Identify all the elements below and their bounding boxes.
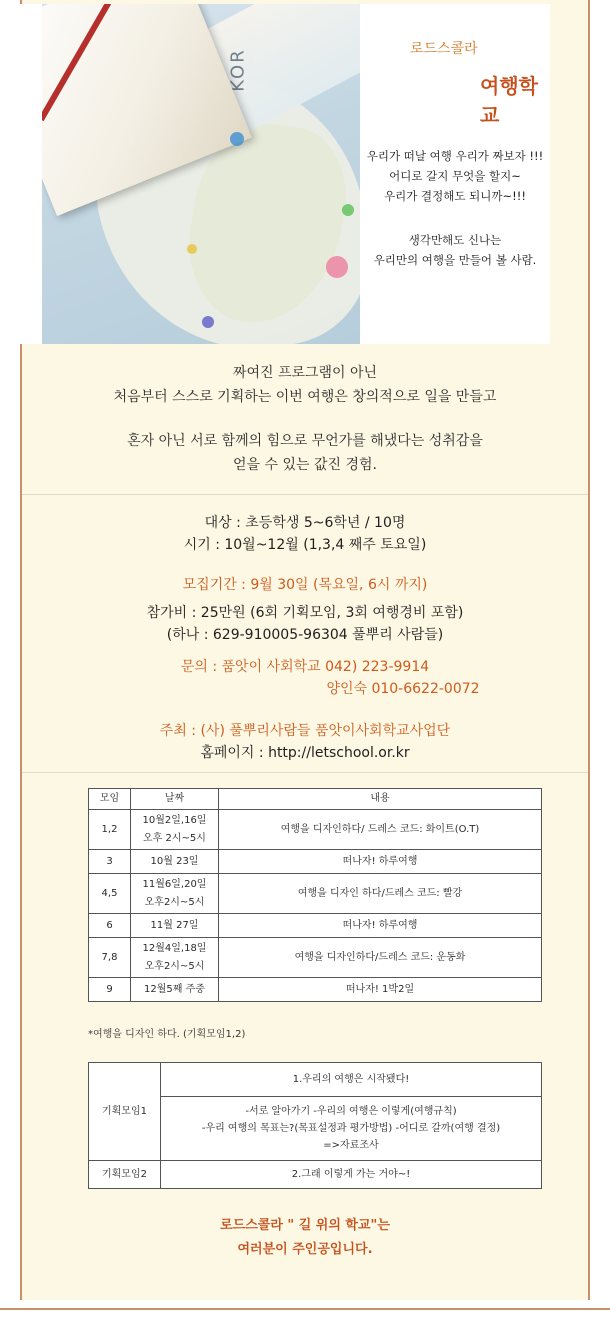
table-row <box>89 978 542 1002</box>
section-divider-2 <box>22 772 588 773</box>
plan-detail-line-1: -서로 알아가기 -우리의 여행은 이렇게(여행규칙) <box>245 1106 457 1117</box>
hero-line-2: 어디로 갈지 무엇을 할지~ <box>389 169 521 183</box>
footer-line-1: 로드스콜라 " 길 위의 학교"는 <box>220 1218 390 1233</box>
table-row <box>89 914 542 938</box>
cell-date: 11월 27일 <box>131 914 219 938</box>
plan-title-1: 1.우리의 여행은 시작됐다! <box>161 1063 542 1097</box>
plan-note: *여행을 디자인 하다. (기획모임1,2) <box>88 1029 246 1040</box>
cell-meet: 3 <box>89 850 131 874</box>
cell-content: 떠나자! 하루여행 <box>219 850 542 874</box>
cell-meet: 9 <box>89 978 131 1002</box>
cell-content: 떠나자! 하루여행 <box>219 914 542 938</box>
table-row <box>89 874 542 914</box>
cell-meet: 4,5 <box>89 874 131 914</box>
plan-table <box>88 1062 542 1189</box>
cell-date-time: 오후 2시~5시 <box>143 832 206 844</box>
cell-date-time: 오후2시~5시 <box>144 896 205 908</box>
cell-date <box>131 810 219 850</box>
info-target: 대상 : 초등학생 5~6학년 / 10명 <box>204 515 406 531</box>
hero-line-3: 우리가 결정해도 되니까~!!! <box>384 189 526 203</box>
schedule-table <box>88 788 542 1002</box>
cell-date: 12월5째 주중 <box>131 978 219 1002</box>
hero-line-4: 생각만해도 신나는 <box>408 233 502 247</box>
plan-detail-line-2: -우리 여행의 목표는?(목표설정과 평가방법) -어디로 갈까(여행 결정) <box>201 1123 501 1134</box>
info-fee: 참가비 : 25만원 (6회 기획모임, 3회 여행경비 포함) <box>146 605 464 621</box>
brand-title: 여행학교 <box>480 74 538 127</box>
col-header-content: 내용 <box>219 789 542 810</box>
cell-date-time: 오후2시~5시 <box>144 960 205 972</box>
poster-text: KOR <box>227 48 249 92</box>
cell-date-day: 11월6일,20일 <box>142 878 207 890</box>
section-divider <box>22 494 588 495</box>
map-photo <box>42 4 360 344</box>
cell-content: 여행을 디자인 하다/드레스 코드: 빨강 <box>219 874 542 914</box>
plan-label-2: 기획모임2 <box>89 1161 161 1189</box>
brand-name: 로드스콜라 <box>410 41 478 57</box>
plan-title-2: 2.그래 이렇게 가는 거야~! <box>161 1161 542 1189</box>
table-row <box>89 938 542 978</box>
table-header-row <box>89 789 542 810</box>
cell-meet: 7,8 <box>89 938 131 978</box>
hero-text-panel <box>360 4 550 344</box>
cell-date-day: 12월4일,18일 <box>142 942 207 954</box>
intro-line-1: 짜여진 프로그램이 아닌 <box>232 365 378 381</box>
cell-date <box>131 938 219 978</box>
plan-detail-1 <box>161 1097 542 1161</box>
table-row <box>89 850 542 874</box>
plan-label-1: 기획모임1 <box>89 1063 161 1161</box>
info-contact-1: 문의 : 품앗이 사회학교 042) 223-9914 <box>180 659 430 675</box>
map-pin-pink <box>326 256 348 278</box>
table-row <box>89 1161 542 1189</box>
info-contact-2: 양인숙 010-6622-0072 <box>326 681 480 697</box>
intro-line-3: 혼자 아닌 서로 함께의 힘으로 무언가를 해냈다는 성취감을 <box>127 433 483 449</box>
col-header-date: 날짜 <box>131 789 219 810</box>
info-recruit: 모집기간 : 9월 30일 (목요일, 6시 까지) <box>182 577 428 593</box>
book-ribbon <box>42 4 144 121</box>
cell-date <box>131 874 219 914</box>
info-host: 주최 : (사) 풀뿌리사람들 품앗이사회학교사업단 <box>159 723 451 739</box>
map-pin-purple <box>202 316 214 328</box>
table-row <box>89 810 542 850</box>
hero-line-1: 우리가 떠날 여행 우리가 짜보자 !!! <box>366 149 544 163</box>
cell-meet: 1,2 <box>89 810 131 850</box>
plan-detail-line-3: =>자료조사 <box>323 1140 379 1151</box>
map-pin-blue <box>230 132 244 146</box>
cell-meet: 6 <box>89 914 131 938</box>
cell-date-day: 10월2일,16일 <box>142 814 207 826</box>
cell-content: 여행을 디자인하다/ 드레스 코드: 화이트(O.T) <box>219 810 542 850</box>
info-account: (하나 : 629-910005-96304 풀뿌리 사람들) <box>166 627 444 643</box>
cell-content: 떠나자! 1박2일 <box>219 978 542 1002</box>
table-row <box>89 1063 542 1097</box>
cell-date: 10월 23일 <box>131 850 219 874</box>
cell-content: 여행을 디자인하다/드레스 코드: 운동화 <box>219 938 542 978</box>
map-pin-green <box>342 204 354 216</box>
info-period: 시기 : 10월~12월 (1,3,4 째주 토요일) <box>183 537 427 553</box>
hero-line-5: 우리만의 여행을 만들어 볼 사람. <box>373 253 537 267</box>
col-header-meet: 모임 <box>89 789 131 810</box>
intro-line-2: 처음부터 스스로 기획하는 이번 여행은 창의적으로 일을 만들고 <box>113 389 497 405</box>
info-homepage[interactable]: 홈페이지 : http://letschool.or.kr <box>200 745 410 761</box>
footer-line-2: 여러분이 주인공입니다. <box>237 1242 373 1257</box>
bottom-divider <box>0 1308 610 1310</box>
hero-banner <box>20 4 550 344</box>
map-pin-yellow <box>187 244 197 254</box>
intro-line-4: 얻을 수 있는 값진 경험. <box>233 457 377 473</box>
